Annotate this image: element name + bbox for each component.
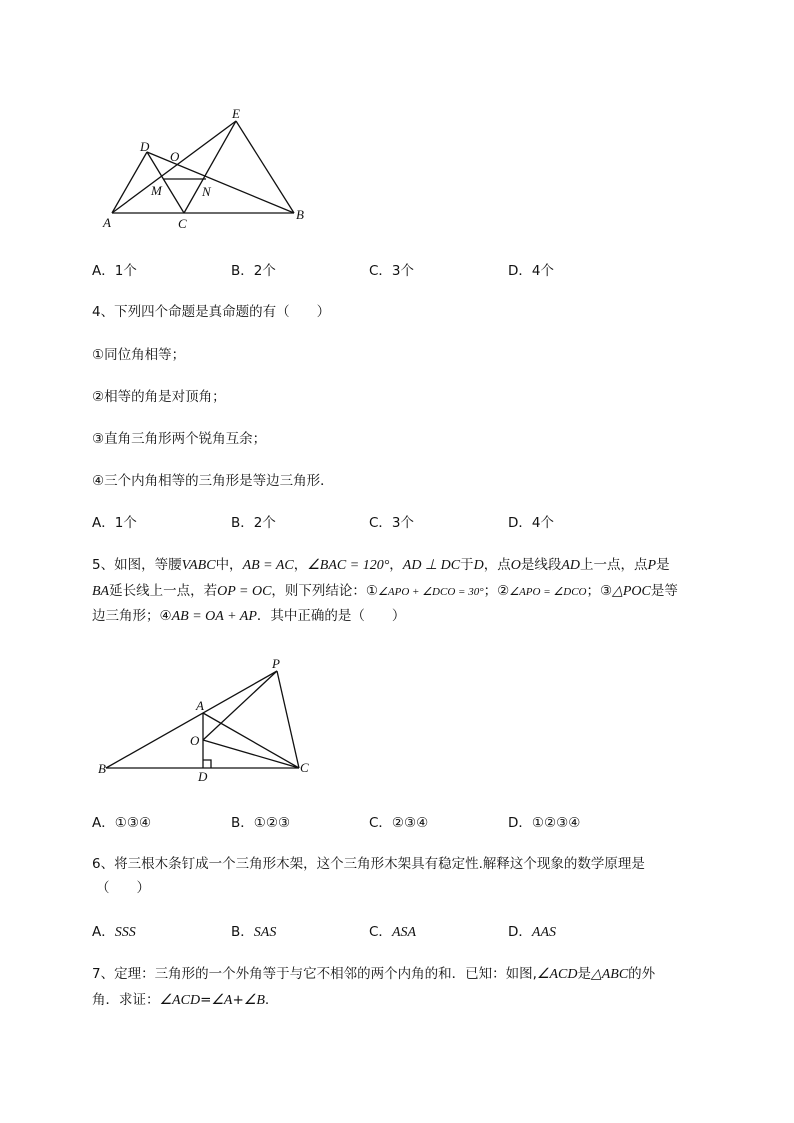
q5-stem-line-2: BA延长线上一点，若OP = OC，则下列结论：①∠APO + ∠DCO = 30°；②∠APO = ∠DCO；③△POC是等	[92, 583, 678, 599]
q6-option-a[interactable]: A．SSS	[92, 924, 136, 940]
q3-option-a[interactable]: A．1个	[92, 263, 137, 279]
q6-option-c[interactable]: C．ASA	[369, 924, 417, 940]
label-D: D	[198, 769, 208, 782]
label-O: O	[190, 733, 200, 748]
figure-1-triangles	[95, 100, 325, 235]
q5-stem-line-3: 边三角形；④AB = OA + AP．其中正确的是（ ）	[92, 608, 406, 624]
q4-item-3: ③直角三角形两个锐角互余；	[92, 431, 267, 447]
q4-item-4: ④三个内角相等的三角形是等边三角形．	[92, 473, 334, 489]
q4-item-1: ①同位角相等；	[92, 347, 186, 363]
label-E: E	[232, 106, 240, 121]
q6-stem-bracket: （ ）	[96, 880, 150, 896]
figure-2-isosceles-triangle	[92, 652, 322, 782]
label-B: B	[296, 207, 304, 222]
segment-CE	[184, 121, 236, 213]
q5-stem-line-1: 5、如图，等腰VABC中，AB = AC，∠BAC = 120°，AD ⊥ DC于D，点O是线段AD上一点，点P是	[92, 557, 670, 573]
q6-option-d[interactable]: D．AAS	[508, 924, 557, 940]
q7-stem-line-1: 7、定理：三角形的一个外角等于与它不相邻的两个内角的和．已知：如图,∠ACD是△ABC的外	[92, 966, 656, 982]
segment-OC	[203, 740, 299, 768]
q4-option-a[interactable]: A．1个	[92, 515, 137, 531]
label-A: A	[196, 698, 204, 713]
q6-option-b[interactable]: B．SAS	[231, 924, 277, 940]
q5-option-b[interactable]: B．①②③	[231, 815, 291, 831]
q4-option-b[interactable]: B．2个	[231, 515, 276, 531]
label-P: P	[272, 656, 280, 671]
q6-stem: 6、将三根木条钉成一个三角形木架，这个三角形木架具有稳定性.解释这个现象的数学原理是	[92, 856, 645, 872]
q4-item-2: ②相等的角是对顶角；	[92, 389, 226, 405]
segment-EB	[236, 121, 294, 213]
right-angle-mark	[203, 760, 211, 768]
label-A: A	[103, 215, 111, 230]
segment-AE	[112, 121, 236, 213]
q3-option-c[interactable]: C．3个	[369, 263, 415, 279]
label-O: O	[170, 149, 180, 164]
segment-AC	[203, 713, 299, 768]
q5-option-d[interactable]: D．①②③④	[508, 815, 581, 831]
q5-option-c[interactable]: C．②③④	[369, 815, 429, 831]
q7-stem-line-2: 角．求证：∠ACD=∠A+∠B.	[92, 992, 270, 1008]
q5-option-a[interactable]: A．①③④	[92, 815, 152, 831]
q4-stem: 4、下列四个命题是真命题的有（ ）	[92, 304, 331, 320]
label-B: B	[98, 761, 106, 776]
label-C: C	[300, 760, 309, 775]
label-M: M	[151, 183, 162, 198]
q4-option-d[interactable]: D．4个	[508, 515, 554, 531]
q3-option-b[interactable]: B．2个	[231, 263, 276, 279]
label-N: N	[202, 184, 211, 199]
label-C: C	[178, 216, 187, 231]
segment-AD	[112, 152, 147, 213]
q3-option-d[interactable]: D．4个	[508, 263, 554, 279]
label-D: D	[140, 139, 150, 154]
q4-option-c[interactable]: C．3个	[369, 515, 415, 531]
segment-PC	[277, 671, 299, 768]
segment-OP	[203, 671, 277, 740]
